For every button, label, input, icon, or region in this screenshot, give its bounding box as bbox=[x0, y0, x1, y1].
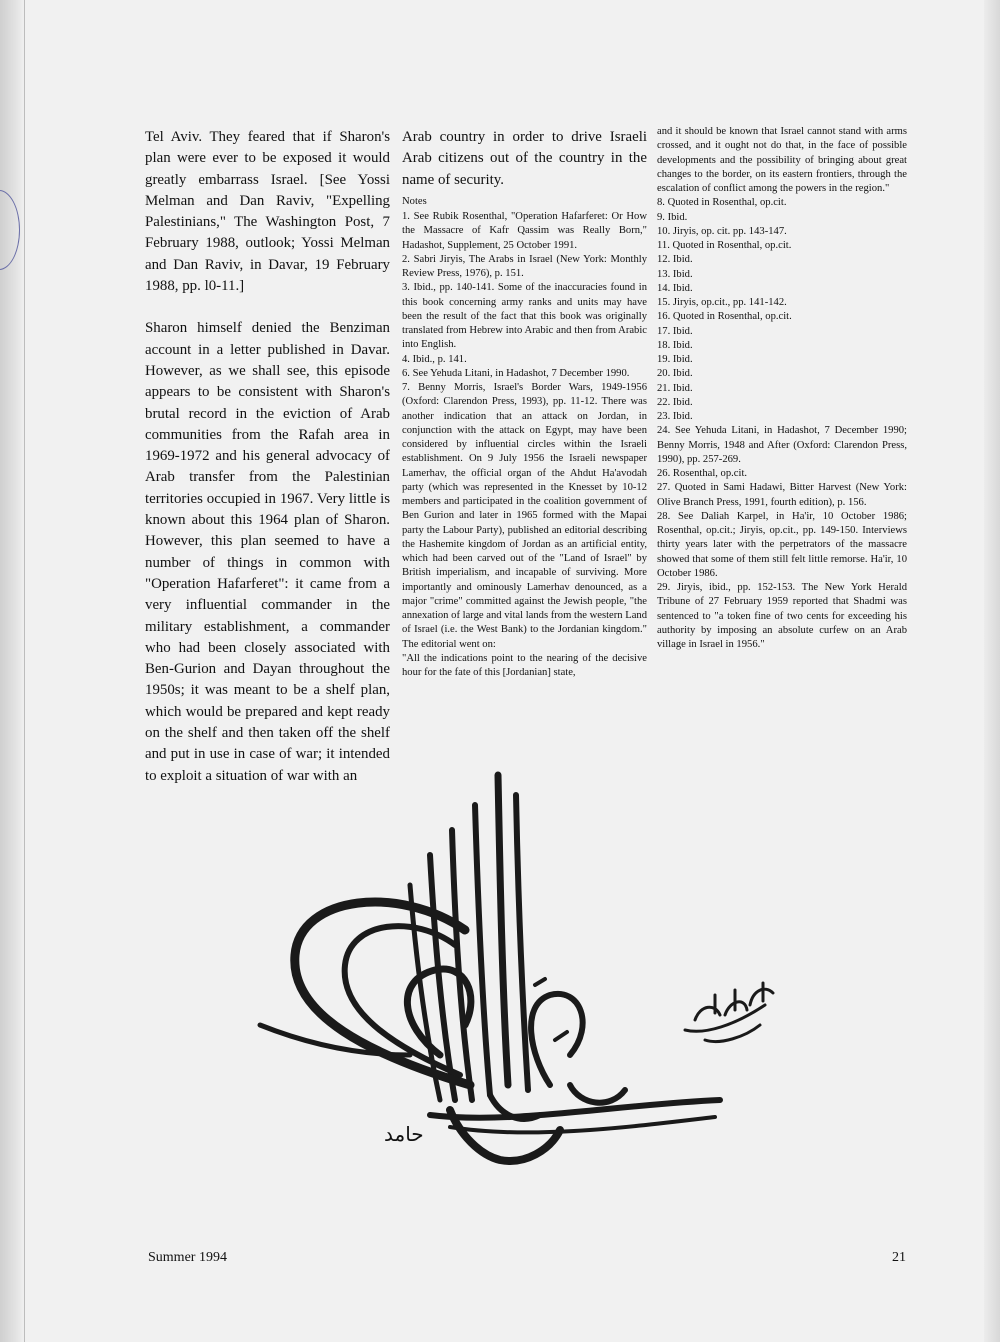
note-23: 23. Ibid. bbox=[657, 411, 693, 422]
note-28: 28. See Daliah Karpel, in Ha'ir, 10 October 1986; Rosenthal, op.cit.; Jiryis, op.cit., pp. 149-150. Interviews thirty years later with the perpetrators of the massacre showed that some of them still felt little remorse. Ha'ir, 10 October 1986. bbox=[657, 510, 907, 579]
column1-paragraph-2: Sharon himself denied the Benziman account in a letter published in Davar. However, as we shall see, this episode appears to be consistent with Sharon's brutal record in the eviction of Arab communities from the Rafah area in 1969-1972 and his general advocacy of Arab transfer from the Palestinian territories occupied in 1967. Very little is known about this 1964 plan of Sharon. However, this plan seemed to have a number of things in common with "Operation Hafarferet": it came from a very influential commander in the military establishment, a commander who had been closely associated with Ben-Gurion and Dayan throughout the 1950s; it was meant to be a shelf plan, which would be prepared and kept ready on the shelf and then taken off the shelf and put in use in case of war; it intended to exploit a situation of war with an bbox=[145, 320, 390, 784]
note-26: 26. Rosenthal, op.cit. bbox=[657, 468, 748, 479]
note-3: 3. Ibid., pp. 140-141. Some of the inaccuracies found in this book concerning army ranks and units may have been the result of the fact that this book was originally translated from Hebrew into Arabic and then from Arabic into English. bbox=[402, 282, 647, 351]
page-edge-shadow bbox=[984, 0, 1000, 1342]
note-17: 17. Ibid. bbox=[657, 325, 693, 337]
page-number: 21 bbox=[892, 1250, 906, 1265]
note-24: 24. See Yehuda Litani, in Hadashot, 7 December 1990; Benny Morris, 1948 and After (Oxford: Clarendon Press, 1990), pp. 257-269. bbox=[657, 425, 907, 465]
note-6: 6. See Yehuda Litani, in Hadashot, 7 December 1990. bbox=[402, 367, 630, 379]
note-13: 13. Ibid. bbox=[657, 268, 693, 280]
note-22: 22. Ibid. bbox=[657, 396, 693, 408]
note-18: 18. Ibid. bbox=[657, 339, 693, 351]
note-29: 29. Jiryis, ibid., pp. 152-153. The New York Herald Tribune of 27 February 1959 reported that Shadmi was sentenced to "a token fine of two cents for exceeding his authority by imposing an absolute curfew on an Arab village in Israel in 1956." bbox=[657, 582, 907, 650]
issue-date: Summer 1994 bbox=[148, 1250, 227, 1265]
small-calligraphy-artwork bbox=[675, 975, 785, 1050]
note-11: 11. Quoted in Rosenthal, op.cit. bbox=[657, 240, 792, 251]
basmala-calligraphy-artwork bbox=[250, 755, 730, 1175]
column2-lead-paragraph: Arab country in order to drive Israeli Arab citizens out of the country in the name of security. bbox=[402, 129, 647, 188]
column1-paragraph-1: Tel Aviv. They feared that if Sharon's plan were ever to be exposed it would greatly embarrass Israel. [See Yossi Melman and Dan Raviv, "Expelling Palestinians," The Washington Post, 7 February 1988, outlook; Yossi Melman and Dan Raviv, in Davar, 19 February 1988, pp. l0-11.] bbox=[145, 129, 390, 295]
note-7-quote: "All the indications point to the nearing of the decisive hour for the fate of this [Jordanian] state, bbox=[402, 652, 647, 679]
note-10: 10. Jiryis, op. cit. pp. 143-147. bbox=[657, 225, 787, 237]
note-21: 21. Ibid. bbox=[657, 382, 693, 394]
note-14: 14. Ibid. bbox=[657, 282, 693, 294]
note-4: 4. Ibid., p. 141. bbox=[402, 353, 467, 365]
note-2: 2. Sabri Jiryis, The Arabs in Israel (New York: Monthly Review Press, 1976), p. 151. bbox=[402, 253, 647, 280]
note-7: 7. Benny Morris, Israel's Border Wars, 1949-1956 (Oxford: Clarendon Press, 1993), pp. 11-12. There was another indication that an attack on Jordan, in conjunction with the attack on Egypt, may have been considered by influential circles within the Israeli establishment. On 9 July 1956 the Israeli newspaper Lamerhav, the official organ of the Ahdut Ha'avodah party (which was represented in the Knesset by 10-12 members and participated in the coalition government of Ben Gurion and later in 1965 formed with the Mapai party the Labour Party), published an editorial describing the Hashemite kingdom of Jordan as an artificial entity, which had been carved out of the "Land of Israel" by British imperialism, and incapable of surviving. More importantly and ominously Lamerhav denounced, as a major "crime" committed against the Jewish people, "the annexation of large and vital lands from the western Land of Israel (i.e. the West Bank) to the Jordanian kingdom." The editorial went on: bbox=[402, 382, 647, 650]
note-27: 27. Quoted in Sami Hadawi, Bitter Harvest (New York: Olive Branch Press, 1991, fourth edition), p. 156. bbox=[657, 482, 907, 508]
note-16: 16. Quoted in Rosenthal, op.cit. bbox=[657, 311, 792, 323]
note-20: 20. Ibid. bbox=[657, 368, 693, 380]
note-9: 9. Ibid. bbox=[657, 211, 688, 223]
text-column-3 bbox=[657, 125, 907, 652]
text-column-2 bbox=[402, 127, 647, 680]
note-15: 15. Jiryis, op.cit., pp. 141-142. bbox=[657, 297, 787, 308]
notes-heading: Notes bbox=[402, 195, 427, 207]
note-19: 19. Ibid. bbox=[657, 354, 693, 365]
note-12: 12. Ibid. bbox=[657, 254, 693, 266]
note-8: 8. Quoted in Rosenthal, op.cit. bbox=[657, 197, 787, 209]
text-column-1 bbox=[145, 127, 390, 808]
note-7-quote-continued: and it should be known that Israel cannot stand with arms crossed, and it ought not do that, in the face of possible developments and the possibility of bringing about great changes to the border, on its eastern frontiers, through the escalation of conflict among the powers in the region." bbox=[657, 126, 907, 194]
note-1: 1. See Rubik Rosenthal, "Operation Hafarferet: Or How the Massacre of Kafr Qassim was Really Born," Hadashot, Supplement, 25 October 1991. bbox=[402, 211, 647, 251]
artist-signature: حامد bbox=[384, 1122, 424, 1146]
